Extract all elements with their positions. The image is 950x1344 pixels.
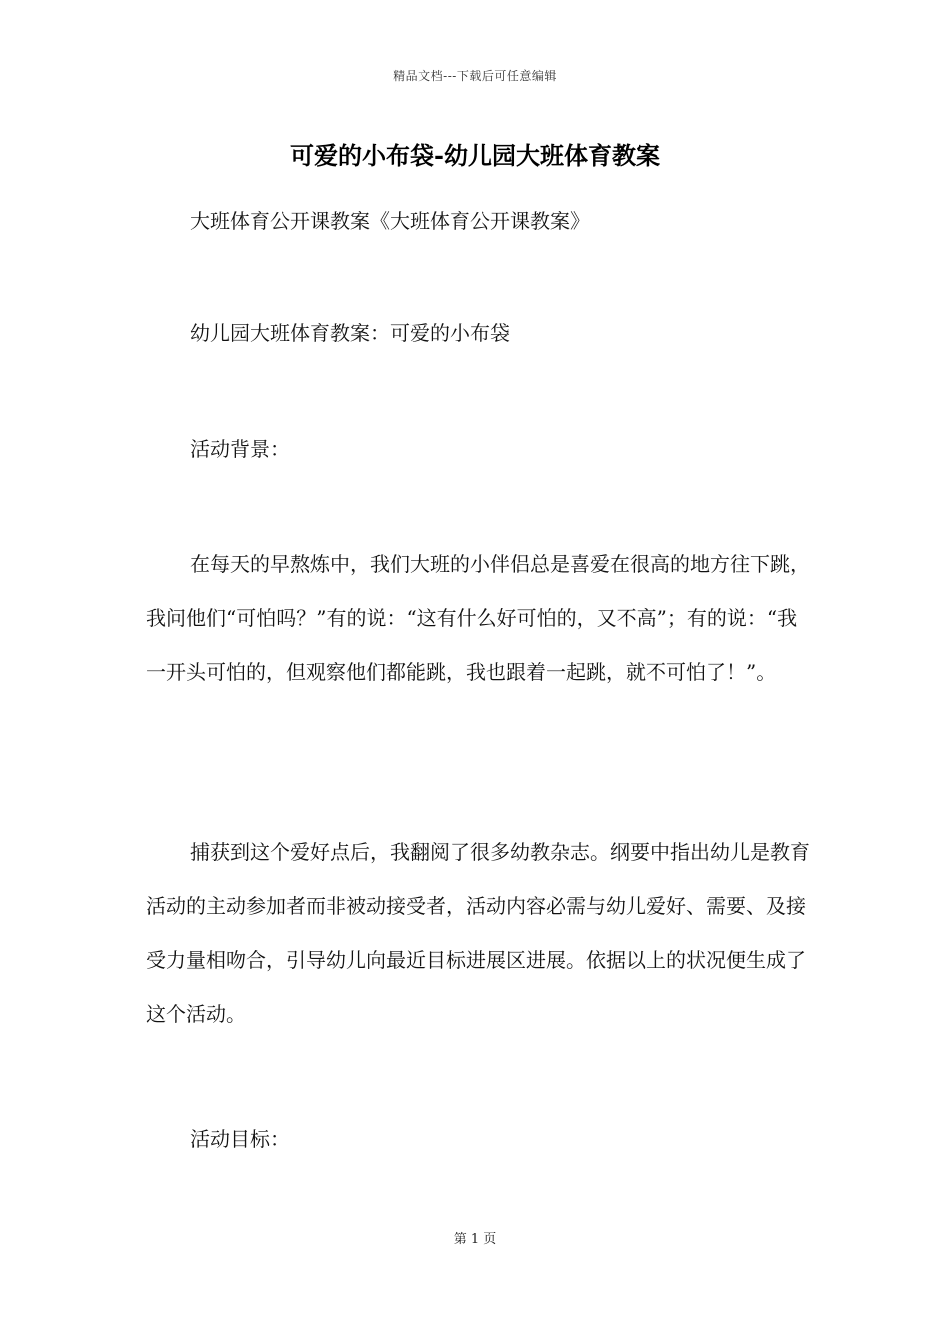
paragraph-rationale: 捕获到这个爱好点后，我翻阅了很多幼教杂志。纲要中指出幼儿是教育活动的主动参加者而非被动接受者，活动内容必需与幼儿爱好、需要、及接受力量相吻合，引导幼儿向最近目标进展区进展。依据以上的状况便生成了这个活动。 [146,840,810,1026]
paragraph-subtitle: 大班体育公开课教案《大班体育公开课教案》 [190,209,590,233]
section-heading-background: 活动背景： [190,437,290,461]
page-footer: 第 1 页 [453,1232,497,1247]
page-header: 精品文档---下载后可任意编辑 [393,69,557,83]
paragraph-background: 在每天的早熬炼中，我们大班的小伴侣总是喜爱在很高的地方往下跳，我问他们“可怕吗？”有的说：“这有什么好可怕的，又不高”；有的说：“我一开头可怕的，但观察他们都能跳，我也跟着一起跳，就不可怕了！”。 [146,552,810,684]
paragraph-heading: 幼儿园大班体育教案：可爱的小布袋 [190,321,510,345]
section-heading-goals: 活动目标： [190,1127,290,1151]
document-title: 可爱的小布袋-幼儿园大班体育教案 [290,141,660,170]
